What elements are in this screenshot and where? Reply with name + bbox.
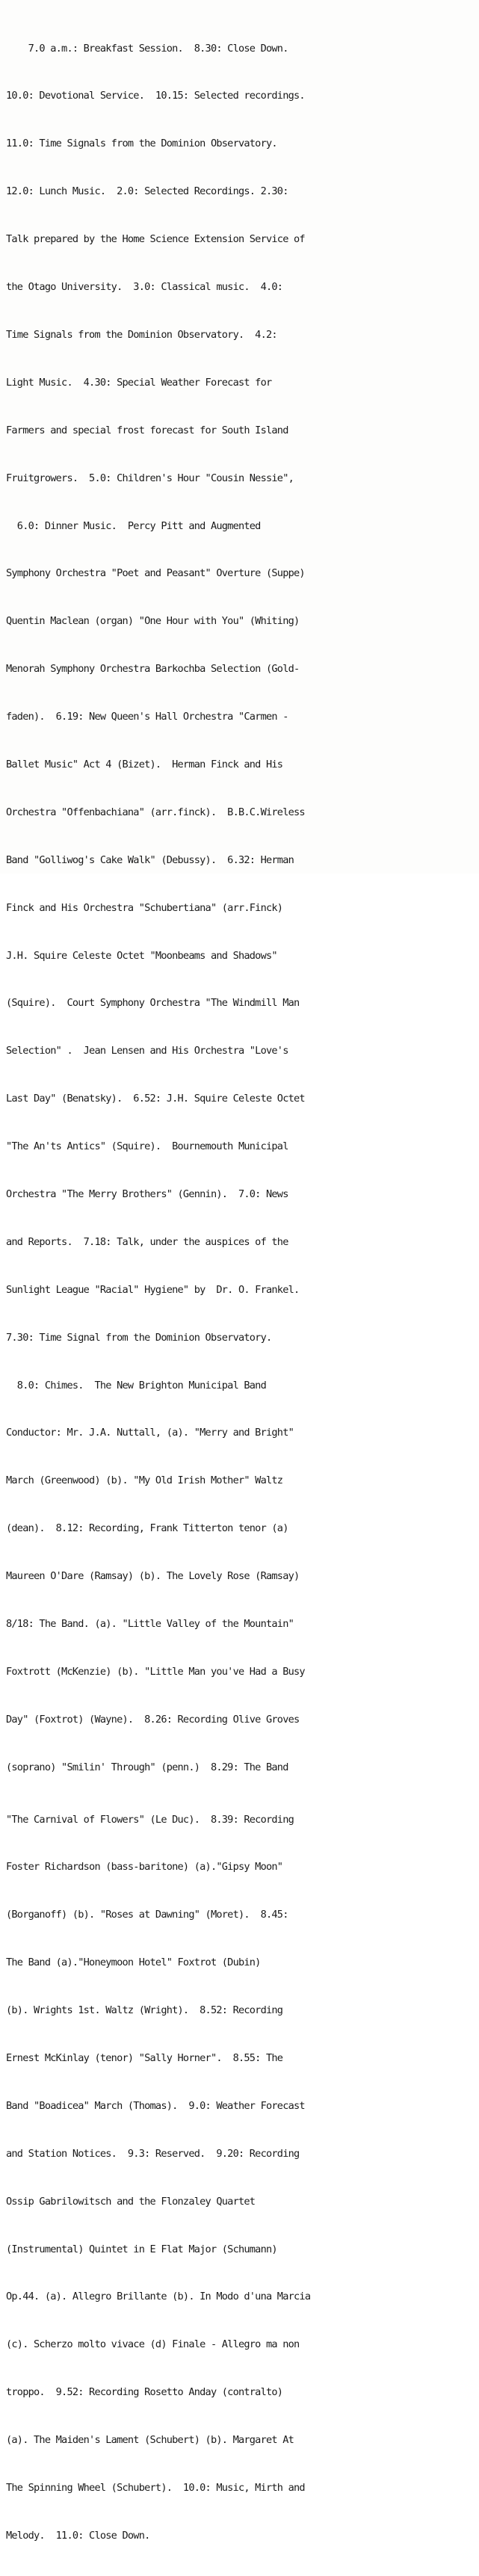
text-line: Ossip Gabrilowitsch and the Flonzaley Quartet — [6, 2195, 256, 2208]
text-line: Maureen O'Dare (Ramsay) (b). The Lovely Rose (Ramsay) — [6, 1570, 300, 1583]
text-line: Day" (Foxtrot) (Wayne). 8.26: Recording Olive Groves — [6, 1713, 300, 1726]
text-line: 10.0: Devotional Service. 10.15: Selected recordings. — [6, 90, 305, 102]
text-line: Selection" . Jean Lensen and His Orchestra "Love's — [6, 1045, 288, 1057]
text-line: Foster Richardson (bass-baritone) (a)."Gipsy Moon" — [6, 1861, 283, 1874]
text-line: "The Carnival of Flowers" (Le Duc). 8.39: Recording — [6, 1813, 294, 1826]
text-line: (Squire). Court Symphony Orchestra "The Windmill Man — [6, 997, 300, 1010]
document-text — [6, 9, 478, 2576]
text-line: The Band (a)."Honeymoon Hotel" Foxtrot (Dubin) — [6, 1956, 261, 1969]
text-line: and Reports. 7.18: Talk, under the auspices of the — [6, 1235, 288, 1248]
text-line: J.H. Squire Celeste Octet "Moonbeams and Shadows" — [6, 949, 277, 962]
text-line: Light Music. 4.30: Special Weather Forecast for — [6, 376, 272, 389]
text-line: troppo. 9.52: Recording Rosetto Anday (contralto) — [6, 2386, 283, 2399]
text-line: 8/18: The Band. (a). "Little Valley of the Mountain" — [6, 1617, 294, 1630]
text-line: and Station Notices. 9.3: Reserved. 9.20: Recording — [6, 2147, 300, 2160]
text-line: Op.44. (a). Allegro Brillante (b). In Modo d'una Marcia — [6, 2291, 311, 2303]
text-line: Talk prepared by the Home Science Extension Service of — [6, 233, 305, 246]
text-line: Orchestra "Offenbachiana" (arr.finck). B.B.C.Wireless — [6, 806, 305, 818]
text-line: Time Signals from the Dominion Observatory. 4.2: — [6, 328, 277, 341]
text-line: Conductor: Mr. J.A. Nuttall, (a). "Merry and Bright" — [6, 1427, 294, 1439]
text-line: Menorah Symphony Orchestra Barkochba Selection (Gold- — [6, 663, 300, 676]
text-line: 6.0: Dinner Music. Percy Pitt and Augmented — [6, 519, 261, 532]
text-line: (Borganoff) (b). "Roses at Dawning" (Moret). 8.45: — [6, 1909, 288, 1921]
text-line: Last Day" (Benatsky). 6.52: J.H. Squire Celeste Octet — [6, 1093, 305, 1105]
text-line: Band "Boadicea" March (Thomas). 9.0: Weather Forecast — [6, 2099, 305, 2112]
text-line: 7.0 a.m.: Breakfast Session. 8.30: Close Down. — [6, 42, 288, 55]
text-line: Orchestra "The Merry Brothers" (Gennin). 7.0: News — [6, 1187, 288, 1200]
text-line: Foxtrott (McKenzie) (b). "Little Man you've Had a Busy — [6, 1665, 305, 1678]
text-line: Farmers and special frost forecast for South Island — [6, 424, 288, 436]
text-line: Band "Golliwog's Cake Walk" (Debussy). 6.32: Herman — [6, 853, 294, 866]
text-line: Melody. 11.0: Close Down. — [6, 2529, 150, 2542]
text-line: (a). The Maiden's Lament (Schubert) (b). Margaret At — [6, 2434, 294, 2447]
text-line: Fruitgrowers. 5.0: Children's Hour "Cousin Nessie", — [6, 472, 294, 484]
text-line: Quentin Maclean (organ) "One Hour with You" (Whiting) — [6, 615, 300, 628]
text-line: (c). Scherzo molto vivace (d) Finale - Allegro ma non — [6, 2338, 300, 2351]
text-line: Symphony Orchestra "Poet and Peasant" Overture (Suppe) — [6, 567, 305, 580]
text-line: March (Greenwood) (b). "My Old Irish Mother" Waltz — [6, 1474, 283, 1487]
text-line: "The An'ts Antics" (Squire). Bournemouth Municipal — [6, 1140, 288, 1153]
text-line: the Otago University. 3.0: Classical music. 4.0: — [6, 281, 283, 294]
text-line: (soprano) "Smilin' Through" (penn.) 8.29: The Band — [6, 1761, 288, 1773]
text-line: 7.30: Time Signal from the Dominion Observatory. — [6, 1331, 272, 1344]
text-line: (Instrumental) Quintet in E Flat Major (Schumann) — [6, 2243, 277, 2255]
text-line: faden). 6.19: New Queen's Hall Orchestra "Carmen - — [6, 711, 288, 723]
text-line: 12.0: Lunch Music. 2.0: Selected Recordings. 2.30: — [6, 185, 288, 198]
text-line: 11.0: Time Signals from the Dominion Observatory. — [6, 138, 277, 150]
text-line: (b). Wrights 1st. Waltz (Wright). 8.52: Recording — [6, 2004, 283, 2017]
text-line: Sunlight League "Racial" Hygiene" by Dr. O. Frankel. — [6, 1283, 300, 1296]
text-line: Ballet Music" Act 4 (Bizet). Herman Finck and His — [6, 758, 283, 770]
text-line: 8.0: Chimes. The New Brighton Municipal Band — [6, 1379, 266, 1392]
text-line: Ernest McKinlay (tenor) "Sally Horner". 8.55: The — [6, 2052, 283, 2064]
text-line: Finck and His Orchestra "Schubertiana" (arr.Finck) — [6, 901, 283, 914]
text-line: The Spinning Wheel (Schubert). 10.0: Music, Mirth and — [6, 2482, 305, 2495]
text-line: (dean). 8.12: Recording, Frank Titterton tenor (a) — [6, 1522, 288, 1535]
